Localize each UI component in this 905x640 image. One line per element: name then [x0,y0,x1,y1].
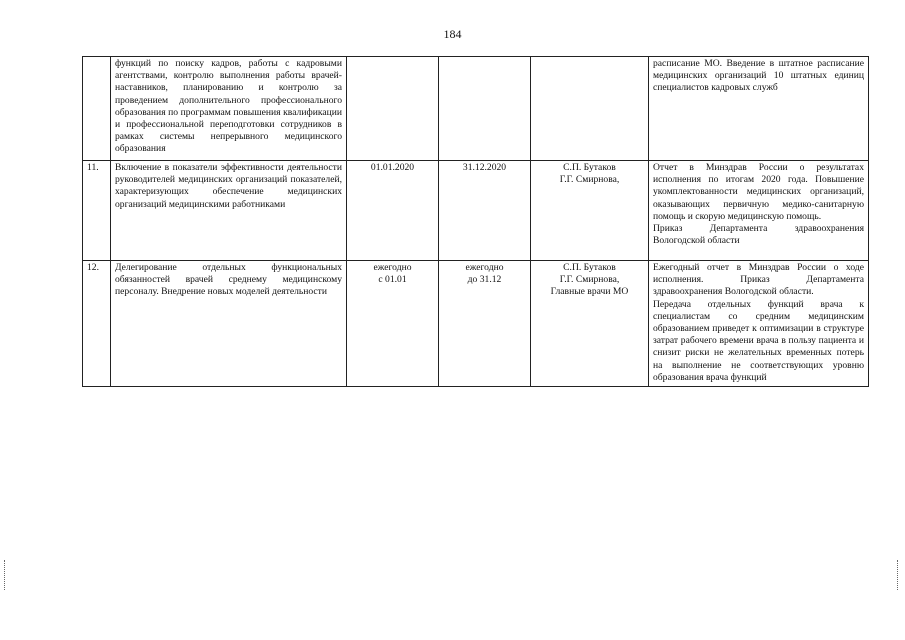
start-date-cell: 01.01.2020 [347,161,439,261]
start-date-cell [347,261,439,387]
activity-cell: функций по поиску кадров, работы с кадровыми агентствами, контролю выполнения работы врачей-наставников, планированию и контролю за проведением дополнительного профессионального образования по программам повышения квалификации и профессиональной переподготовки сотрудников в рамках системы непрерывного медицинского образования [111,57,347,161]
row-number-cell: 12. [83,261,111,387]
responsible-cell [531,161,649,261]
row-number-cell [83,57,111,161]
start-line: с 01.01 [378,274,407,286]
table-row [83,57,869,161]
scan-margin-mark [4,560,9,590]
end-line: ежегодно [465,262,504,273]
end-date-cell [439,57,531,161]
end-date-cell [439,261,531,387]
page-number: 184 [443,27,462,41]
scan-margin-mark [897,560,902,590]
result-line: Передача отдельных функций врача к специалистам со средним медицинским образованием приведет к оптимизации в структуре затрат рабочего времени врача в пользу пациента и снизит риски не желательных временных потерь на выполнение не соответствующих уровню образования врача функций [653,298,864,383]
table-row [83,261,869,387]
end-line: до 31.12 [467,274,502,286]
activity-cell: Включение в показатели эффективности деятельности руководителей медицинских организаций показателей, характеризующих обеспечение медицинских организаций медицинскими работниками [111,161,347,261]
responsible-cell [531,261,649,387]
result-cell [649,161,869,261]
result-cell [649,261,869,387]
responsible-line: Г.Г. Смирнова, [559,274,620,286]
activity-cell: Делегирование отдельных функциональных обязанностей врачей среднему медицинскому персоналу. Внедрение новых моделей деятельности [111,261,347,387]
result-cell [649,57,869,161]
start-line: ежегодно [373,262,412,273]
end-date-cell: 31.12.2020 [439,161,531,261]
responsible-line: С.П. Бутаков [563,162,616,173]
result-line: Отчет в Минздрав России о результатах исполнения по итогам 2020 года. Повышение укомплектованности медицинских организаций, оказывающих первичную медико-санитарную помощь и скорую медицинскую помощь. [653,162,864,222]
table-row [83,161,869,261]
responsible-line: Главные врачи МО [550,286,629,298]
row-number-cell: 11. [83,161,111,261]
start-date-cell [347,57,439,161]
result-line: расписание МО. Введение в штатное расписание медицинских организаций 10 штатных единиц специалистов кадровых служб [653,58,864,94]
action-plan-table [82,56,869,387]
result-line: Ежегодный отчет в Минздрав России о ходе исполнения. Приказ Департамента здравоохранения Вологодской области. [653,262,864,298]
responsible-cell [531,57,649,161]
responsible-line: Г.Г. Смирнова, [559,174,620,186]
result-line: Приказ Департамента здравоохранения Вологодской области [653,223,864,247]
responsible-line: С.П. Бутаков [563,262,616,273]
